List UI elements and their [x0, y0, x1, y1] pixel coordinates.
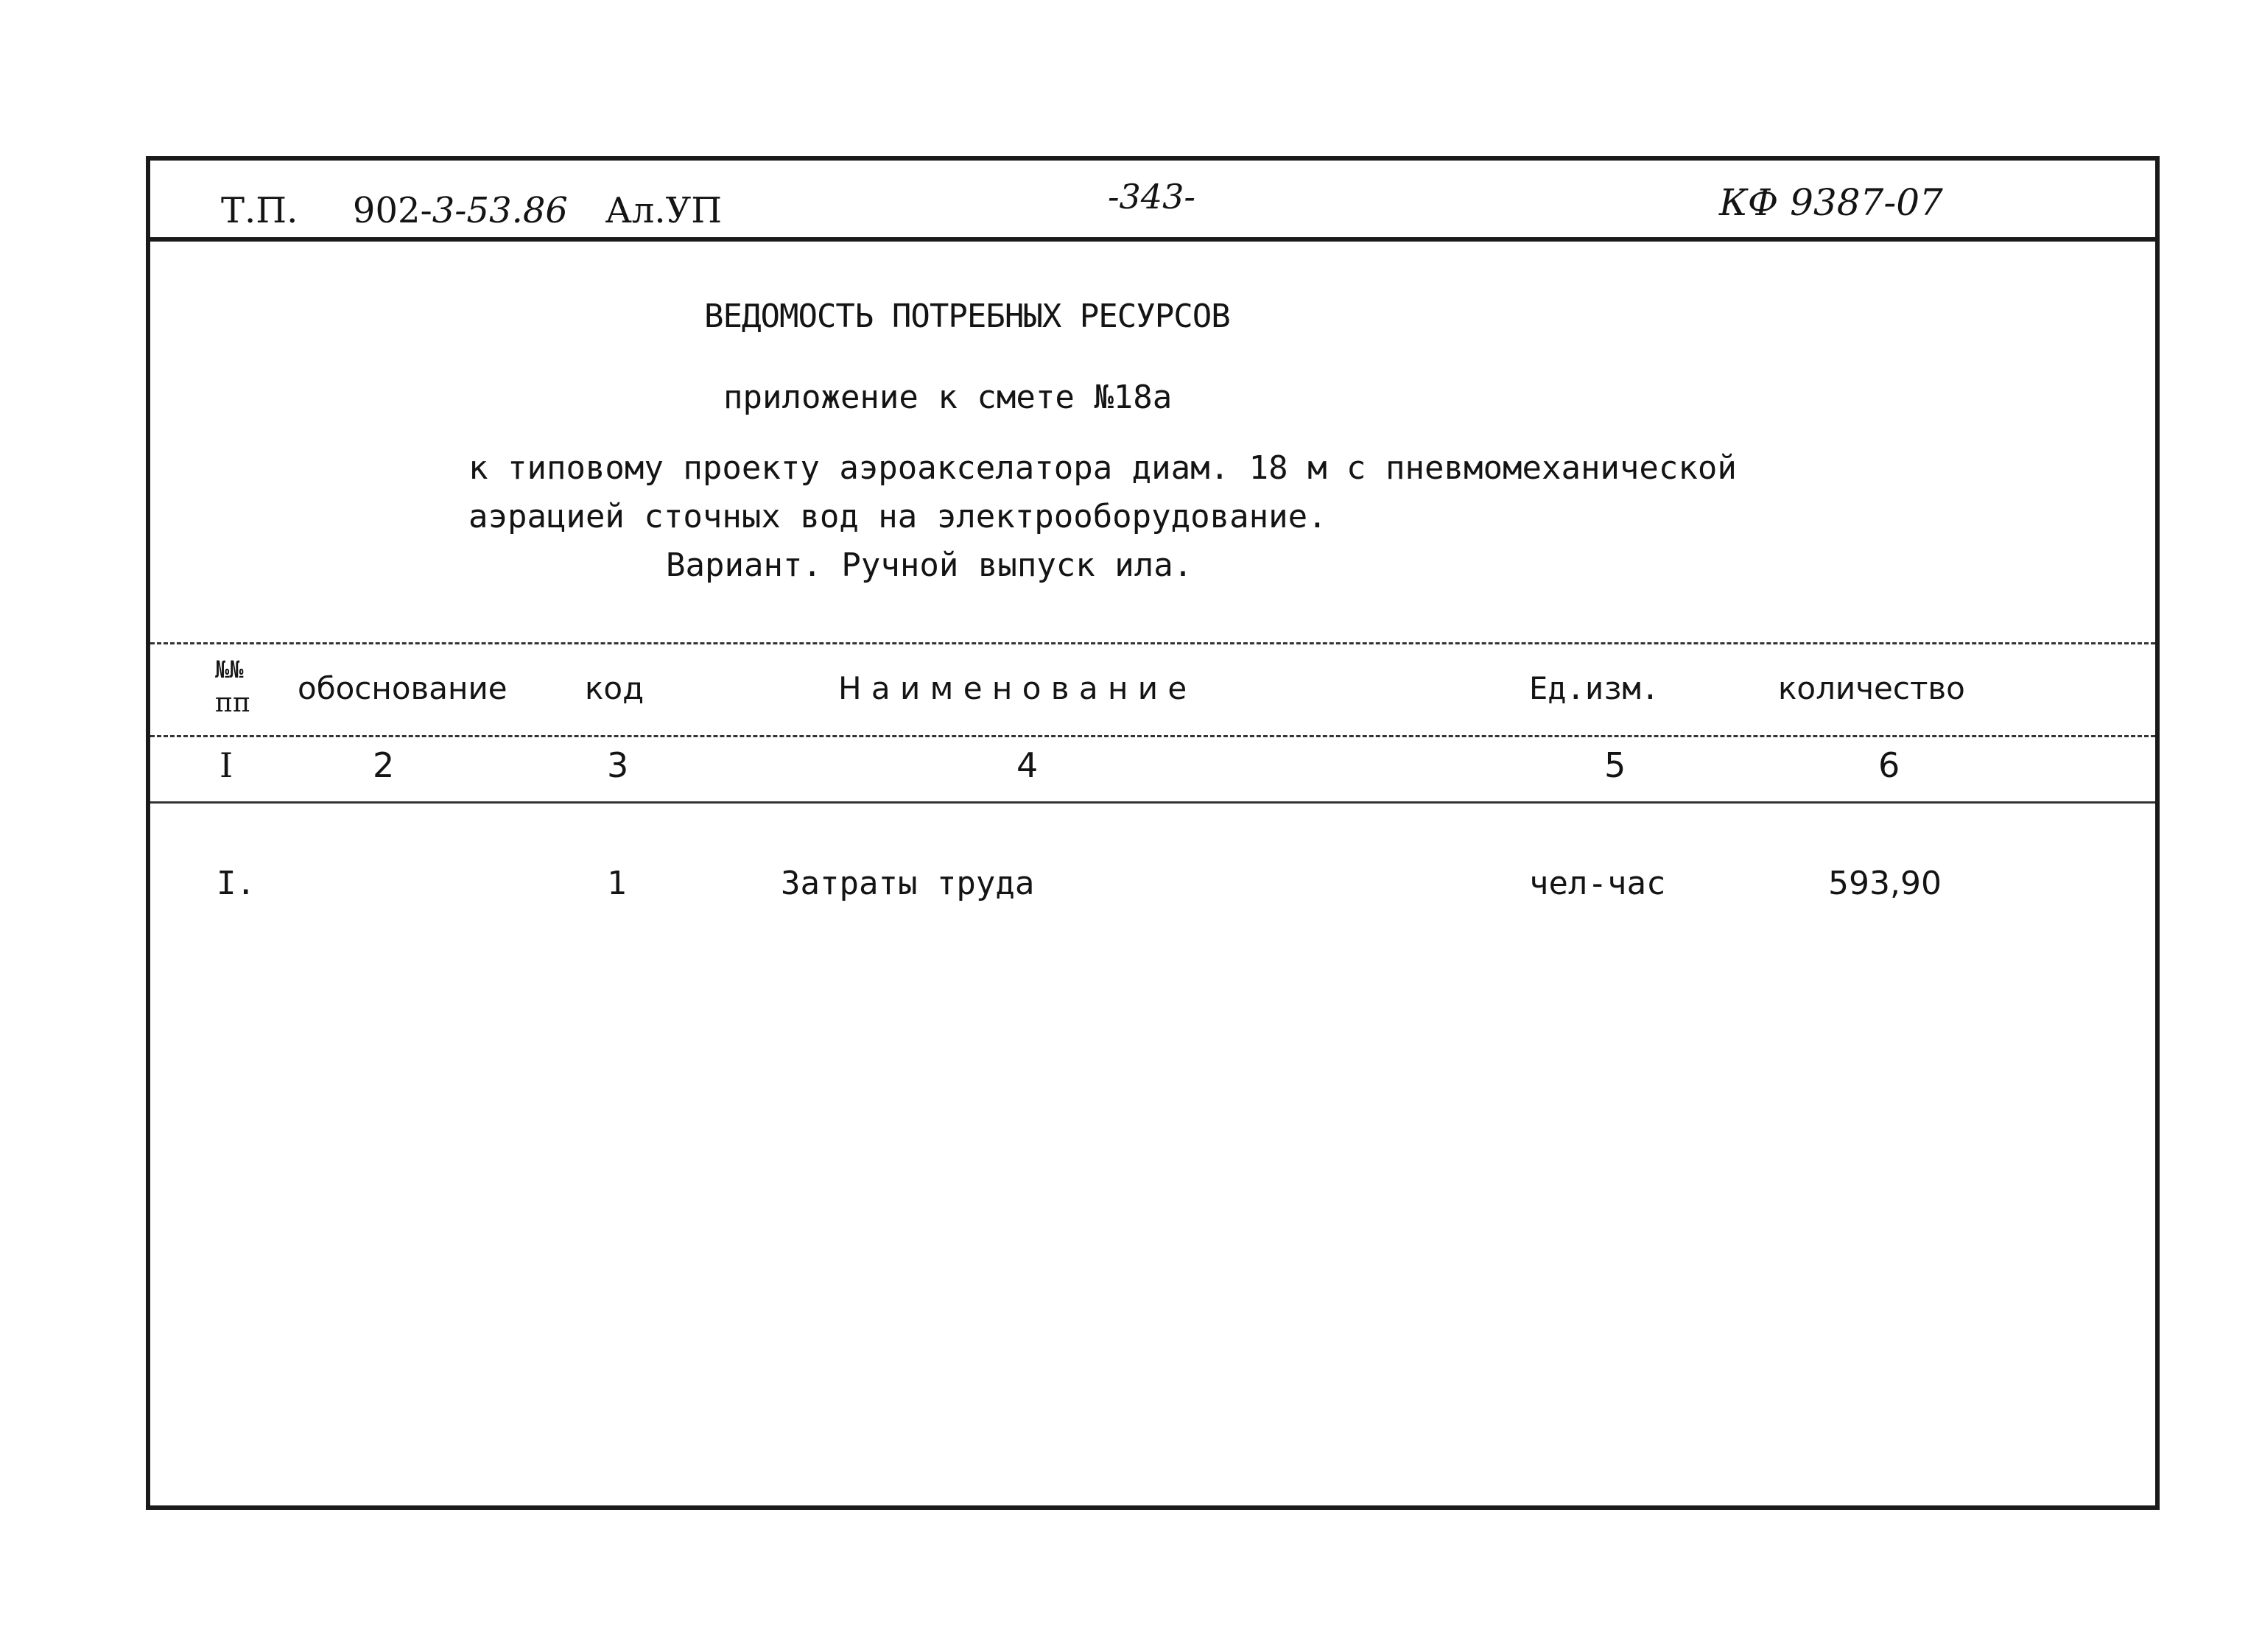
col-header-no-bottom: пп — [215, 688, 250, 718]
page-number: -343- — [1108, 177, 1195, 217]
header-project-num-a: 902- — [352, 190, 432, 231]
header-project-num-b: 3-53.86 — [432, 190, 568, 231]
row-1-name: Затраты труда — [781, 865, 1035, 902]
row-1-no: I. — [217, 865, 256, 902]
col-header-name: Н а и м е н о в а н и е — [838, 670, 1187, 706]
row-1-unit: чел-час — [1529, 865, 1666, 902]
col-header-no-top: №№ — [215, 655, 244, 683]
header-album: Ал.УП — [605, 190, 723, 231]
col-number-4: 4 — [1016, 745, 1039, 785]
col-header-unit: Ед.изм. — [1529, 670, 1660, 706]
table-top-rule — [150, 642, 2155, 644]
description-line-2: аэрацией сточных вод на электрооборудование. — [468, 498, 1327, 535]
subtitle-appendix: приложение к смете №18а — [723, 379, 1173, 416]
col-number-6: 6 — [1878, 745, 1900, 785]
document-sheet — [146, 156, 2160, 1510]
header-prefix: Т.П. — [221, 190, 298, 231]
header-project-ref — [221, 190, 722, 231]
col-header-code: код — [585, 670, 644, 706]
col-number-2: 2 — [373, 745, 395, 785]
col-header-quantity: количество — [1778, 670, 1965, 706]
description-line-3: Вариант. Ручной выпуск ила. — [666, 546, 1193, 584]
table-header-rule — [150, 735, 2155, 737]
table-numbers-rule — [150, 801, 2155, 804]
description-line-1: к типовому проекту аэроакселатора диам. 18 м с пневмомеханической — [468, 449, 1737, 487]
col-number-5: 5 — [1604, 745, 1626, 785]
col-number-1: I — [219, 745, 233, 785]
col-number-3: 3 — [607, 745, 629, 785]
row-1-code: 1 — [607, 865, 627, 902]
document-code: КФ 9387-07 — [1719, 181, 1943, 224]
page-title: ВЕДОМОСТЬ ПОТРЕБНЫХ РЕСУРСОВ — [704, 298, 1230, 335]
row-1-quantity: 593,90 — [1828, 865, 1942, 902]
header-divider — [150, 237, 2155, 242]
col-header-basis: обоснование — [298, 670, 507, 706]
